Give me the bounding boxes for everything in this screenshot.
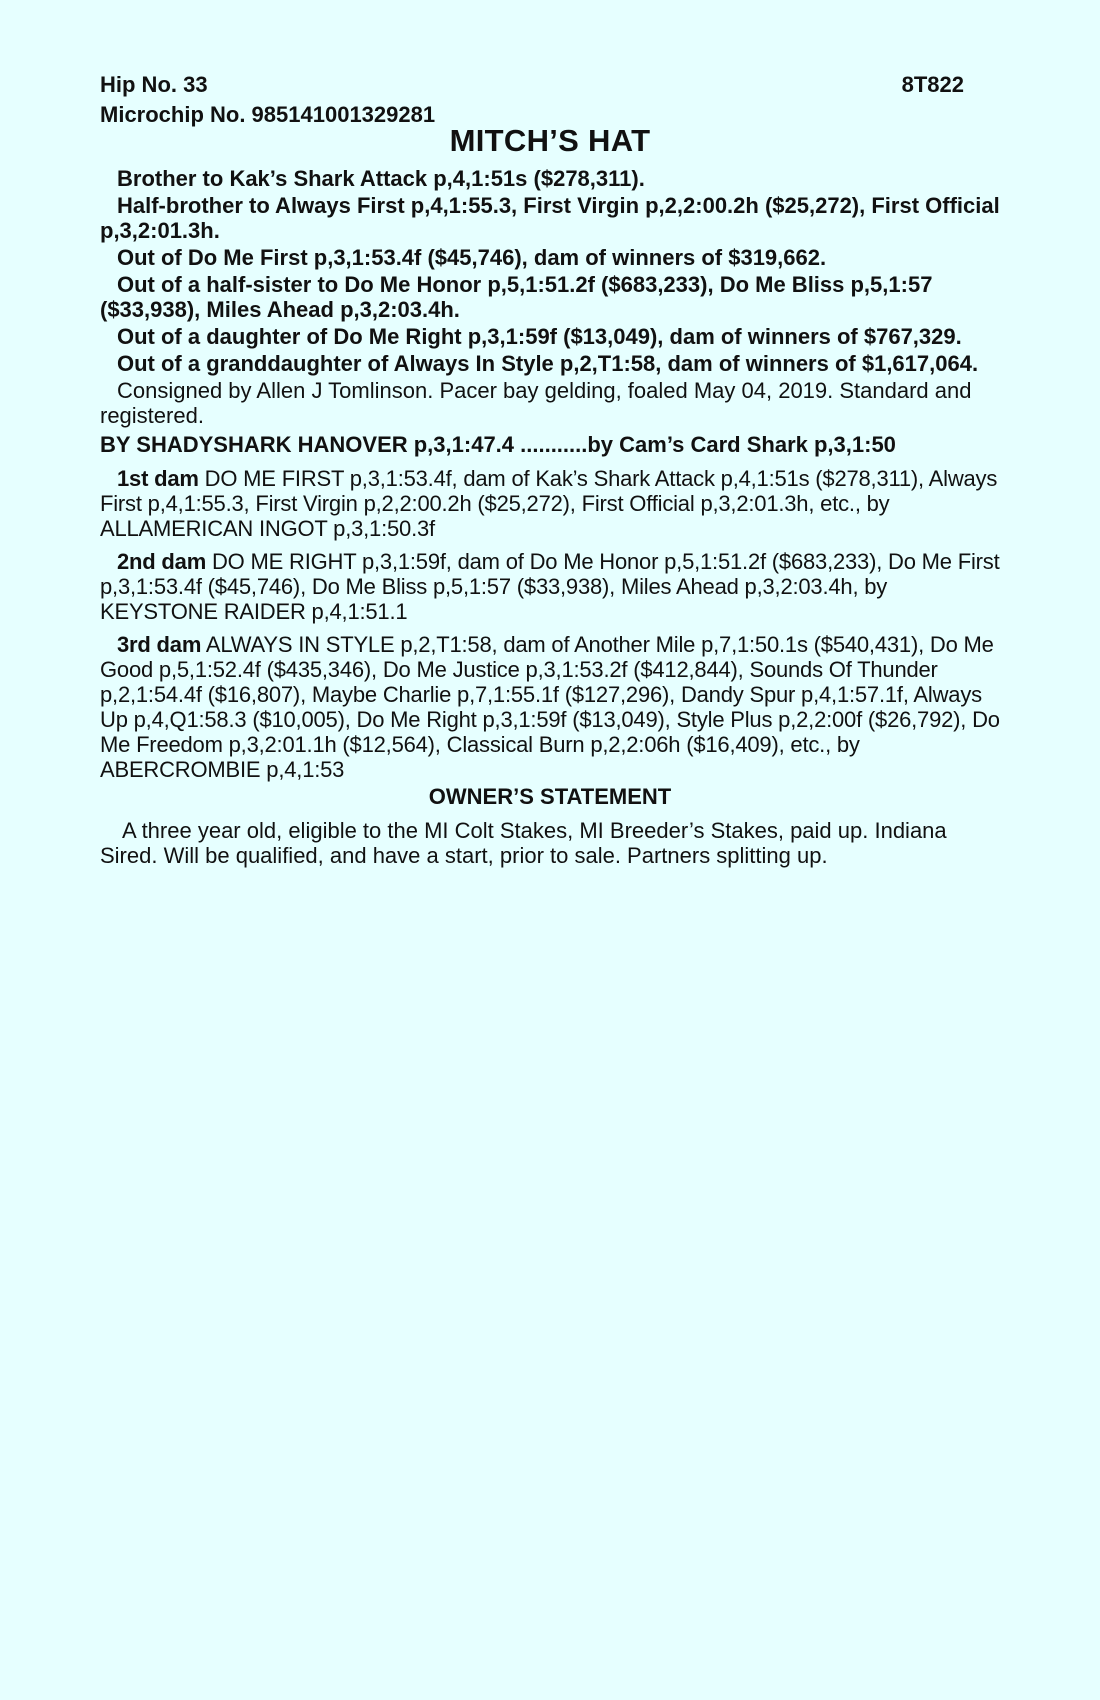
third-dam: [100, 632, 1000, 782]
summary-line: Out of a daughter of Do Me Right p,3,1:59f ($13,049), dam of winners of $767,329.: [117, 324, 962, 349]
hip-code: 8T822: [901, 72, 964, 97]
summary-line: Out of a granddaughter of Always In Style p,2,T1:58, dam of winners of $1,617,064.: [117, 351, 979, 376]
summary-section: [100, 166, 1000, 376]
summary-line: Out of Do Me First p,3,1:53.4f ($45,746), dam of winners of $319,662.: [117, 245, 827, 270]
catalog-entry: [100, 72, 1000, 868]
sire-line: BY SHADYSHARK HANOVER p,3,1:47.4 ...........by Cam’s Card Shark p,3,1:50: [100, 432, 896, 457]
consignment-info: Consigned by Allen J Tomlinson. Pacer bay gelding, foaled May 04, 2019. Standard and registered.: [100, 378, 972, 428]
hip-number: Hip No. 33: [100, 72, 208, 97]
summary-line: Half-brother to Always First p,4,1:55.3, First Virgin p,2,2:00.2h ($25,272), First Official p,3,2:01.3h.: [100, 193, 1000, 243]
owner-statement-text: A three year old, eligible to the MI Colt Stakes, MI Breeder’s Stakes, paid up. Indiana Sired. Will be qualified, and have a start, prior to sale. Partners splitting up.: [100, 818, 947, 868]
horse-name: MITCH’S HAT: [449, 123, 651, 158]
dam-text: DO ME RIGHT p,3,1:59f, dam of Do Me Honor p,5,1:51.2f ($683,233), Do Me First p,3,1:53.4f ($45,746), Do Me Bliss p,5,1:57 ($33,938), Miles Ahead p,3,2:03.4h, by KEYSTONE RAIDER p,4,1:51.1: [100, 549, 1000, 624]
dam-text: DO ME FIRST p,3,1:53.4f, dam of Kak’s Shark Attack p,4,1:51s ($278,311), Always First p,4,1:55.3, First Virgin p,2,2:00.2h ($25,272), First Official p,3,2:01.3h, etc., by ALLAMERICAN INGOT p,3,1:50.3f: [100, 466, 998, 541]
second-dam: [100, 549, 1000, 624]
dam-label: 1st dam: [117, 466, 199, 491]
owner-statement-heading: OWNER’S STATEMENT: [428, 784, 672, 809]
summary-line: Out of a half-sister to Do Me Honor p,5,1:51.2f ($683,233), Do Me Bliss p,5,1:57 ($33,938), Miles Ahead p,3,2:03.4h.: [100, 272, 933, 322]
dam-label: 3rd dam: [117, 632, 202, 657]
dam-label: 2nd dam: [117, 549, 207, 574]
header-row: [100, 72, 1000, 98]
summary-line: Brother to Kak’s Shark Attack p,4,1:51s ($278,311).: [117, 166, 645, 191]
first-dam: [100, 466, 1000, 541]
dam-text: ALWAYS IN STYLE p,2,T1:58, dam of Another Mile p,7,1:50.1s ($540,431), Do Me Good p,5,1:52.4f ($435,346), Do Me Justice p,3,1:53.2f ($412,844), Sounds Of Thunder p,2,1:54.4f ($16,807), Maybe Charlie p,7,1:55.1f ($127,296), Dandy Spur p,4,1:57.1f, Always Up p,4,Q1:58.3 ($10,005), Do Me Right p,3,1:59f ($13,049), Style Plus p,2,2:00f ($26,792), Do Me Freedom p,3,2:01.1h ($12,564), Classical Burn p,2,2:06h ($16,409), etc., by ABERCROMBIE p,4,1:53: [100, 632, 1000, 782]
microchip-number: Microchip No. 985141001329281: [100, 102, 436, 127]
